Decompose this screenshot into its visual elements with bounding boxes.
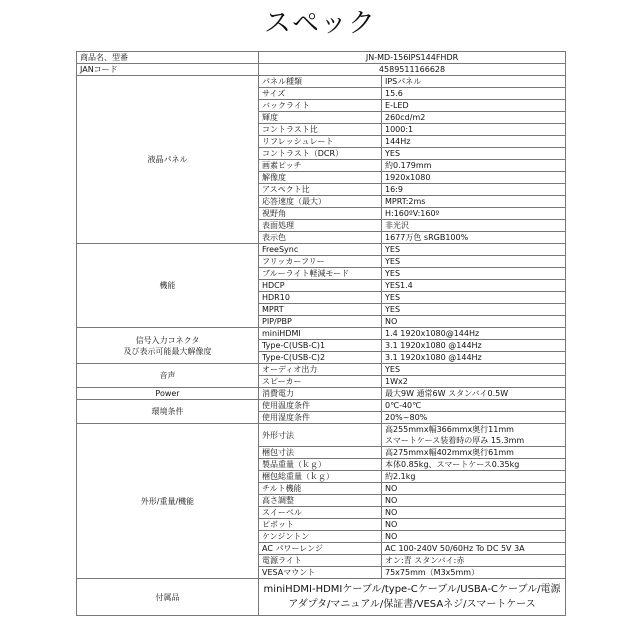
spec-label: miniHDMI <box>259 328 382 340</box>
spec-table-body <box>77 52 566 616</box>
spec-value: 非光沢 <box>382 220 566 232</box>
category-cell: 外形/重量/機能 <box>77 424 259 579</box>
row-label: 商品名、型番 <box>77 52 259 64</box>
spec-value: NO <box>382 495 566 507</box>
spec-label: アスペクト比 <box>259 184 382 196</box>
table-row <box>77 400 566 412</box>
spec-label: ケンジントン <box>259 531 382 543</box>
spec-value: H:160ºV:160º <box>382 208 566 220</box>
table-row <box>77 424 566 447</box>
spec-value: 3.1 1920x1080 @144Hz <box>382 352 566 364</box>
spec-label: チルト機能 <box>259 483 382 495</box>
spec-value: 16:9 <box>382 184 566 196</box>
spec-label: オーディオ出力 <box>259 364 382 376</box>
row-value: JN-MD-156IPS144FHDR <box>259 52 566 64</box>
spec-label: リフレッシュレート <box>259 136 382 148</box>
spec-value: 最大9W 通常6W スタンバイ0.5W <box>382 388 566 400</box>
spec-value: NO <box>382 316 566 328</box>
spec-value: 15.6 <box>382 88 566 100</box>
table-row <box>77 64 566 76</box>
page-title: スペック <box>264 8 376 39</box>
spec-value: 1.4 1920x1080@144Hz <box>382 328 566 340</box>
table-row <box>77 52 566 64</box>
spec-label: コントラスト比 <box>259 124 382 136</box>
spec-value: 75x75mm（M3x5mm） <box>382 567 566 579</box>
category-cell: Power <box>77 388 259 400</box>
category-cell: 信号入力コネクタ 及び表示可能最大解像度 <box>77 328 259 364</box>
spec-label: PIP/PBP <box>259 316 382 328</box>
spec-label: HDCP <box>259 280 382 292</box>
spec-value: オン:青 スタンバイ:赤 <box>382 555 566 567</box>
table-row <box>77 76 566 88</box>
category-cell: 付属品 <box>77 579 259 616</box>
spec-label: 消費電力 <box>259 388 382 400</box>
spec-label: サイズ <box>259 88 382 100</box>
spec-label: 製品重量（ｋｇ） <box>259 459 382 471</box>
spec-value: 144Hz <box>382 136 566 148</box>
spec-value: NO <box>382 519 566 531</box>
accessories-value: miniHDMI-HDMIケーブル/type-Cケーブル/USBA-Cケーブル/電源アダプタ/マニュアル/保証書/VESAネジ/スマートケース <box>259 579 566 616</box>
spec-value: YES <box>382 292 566 304</box>
spec-label: 画素ピッチ <box>259 160 382 172</box>
spec-label: 使用温度条件 <box>259 400 382 412</box>
spec-value: 高275mmx幅402mmx奥行61mm <box>382 447 566 459</box>
spec-label: AC パワーレンジ <box>259 543 382 555</box>
spec-value: 1920x1080 <box>382 172 566 184</box>
spec-label: FreeSync <box>259 244 382 256</box>
spec-label: 輝度 <box>259 112 382 124</box>
spec-label: パネル種類 <box>259 76 382 88</box>
spec-label: VESAマウント <box>259 567 382 579</box>
spec-value: 高255mmx幅366mmx奥行11mm スマートケース装着時の厚み 15.3mm <box>382 424 566 447</box>
spec-value: 1000:1 <box>382 124 566 136</box>
spec-value: YES <box>382 256 566 268</box>
spec-value: 1677万色 sRGB100% <box>382 232 566 244</box>
spec-label: MPRT <box>259 304 382 316</box>
spec-value: NO <box>382 483 566 495</box>
spec-value: AC 100-240V 50/60Hz To DC 5V 3A <box>382 543 566 555</box>
table-row <box>77 364 566 376</box>
spec-label: 梱包寸法 <box>259 447 382 459</box>
spec-value: YES <box>382 244 566 256</box>
row-value: 4589511166628 <box>259 64 566 76</box>
spec-value: NO <box>382 507 566 519</box>
spec-value: 約0.179mm <box>382 160 566 172</box>
spec-value: NO <box>382 531 566 543</box>
spec-label: コントラスト（DCR） <box>259 148 382 160</box>
spec-label: HDR10 <box>259 292 382 304</box>
spec-label: バックライト <box>259 100 382 112</box>
spec-label: 使用湿度条件 <box>259 412 382 424</box>
spec-label: 高さ調整 <box>259 495 382 507</box>
spec-value: MPRT:2ms <box>382 196 566 208</box>
spec-label: 表示色 <box>259 232 382 244</box>
spec-value: 3.1 1920x1080 @144Hz <box>382 340 566 352</box>
spec-value: 260cd/m2 <box>382 112 566 124</box>
table-row <box>77 244 566 256</box>
table-row <box>77 328 566 340</box>
spec-label: フリッカーフリー <box>259 256 382 268</box>
table-row <box>77 579 566 616</box>
spec-value: 20%~80% <box>382 412 566 424</box>
spec-label: Type-C(USB-C)1 <box>259 340 382 352</box>
spec-label: スイーベル <box>259 507 382 519</box>
spec-label: Type-C(USB-C)2 <box>259 352 382 364</box>
category-cell: 環境条件 <box>77 400 259 424</box>
spec-label: 応答速度（最大） <box>259 196 382 208</box>
spec-value: 本体0.85kg、スマートケース0.35kg <box>382 459 566 471</box>
spec-value: 1Wx2 <box>382 376 566 388</box>
spec-label: 解像度 <box>259 172 382 184</box>
spec-label: スピーカー <box>259 376 382 388</box>
spec-label: 外形寸法 <box>259 424 382 447</box>
spec-value: IPSパネル <box>382 76 566 88</box>
category-cell: 機能 <box>77 244 259 328</box>
spec-table <box>76 51 566 616</box>
spec-value: 0℃-40℃ <box>382 400 566 412</box>
spec-label: 視野角 <box>259 208 382 220</box>
spec-label: 電源ライト <box>259 555 382 567</box>
category-cell: 液晶パネル <box>77 76 259 244</box>
spec-value: YES <box>382 148 566 160</box>
spec-value: YES <box>382 304 566 316</box>
spec-value: YES <box>382 268 566 280</box>
row-label: JANコード <box>77 64 259 76</box>
spec-value: YES1.4 <box>382 280 566 292</box>
spec-label: ピボット <box>259 519 382 531</box>
spec-value: E-LED <box>382 100 566 112</box>
spec-value: YES <box>382 364 566 376</box>
spec-label: 表面処理 <box>259 220 382 232</box>
spec-label: ブルーライト軽減モード <box>259 268 382 280</box>
spec-label: 梱包総重量（ｋｇ） <box>259 471 382 483</box>
spec-value: 約2.1kg <box>382 471 566 483</box>
table-row <box>77 388 566 400</box>
category-cell: 音声 <box>77 364 259 388</box>
